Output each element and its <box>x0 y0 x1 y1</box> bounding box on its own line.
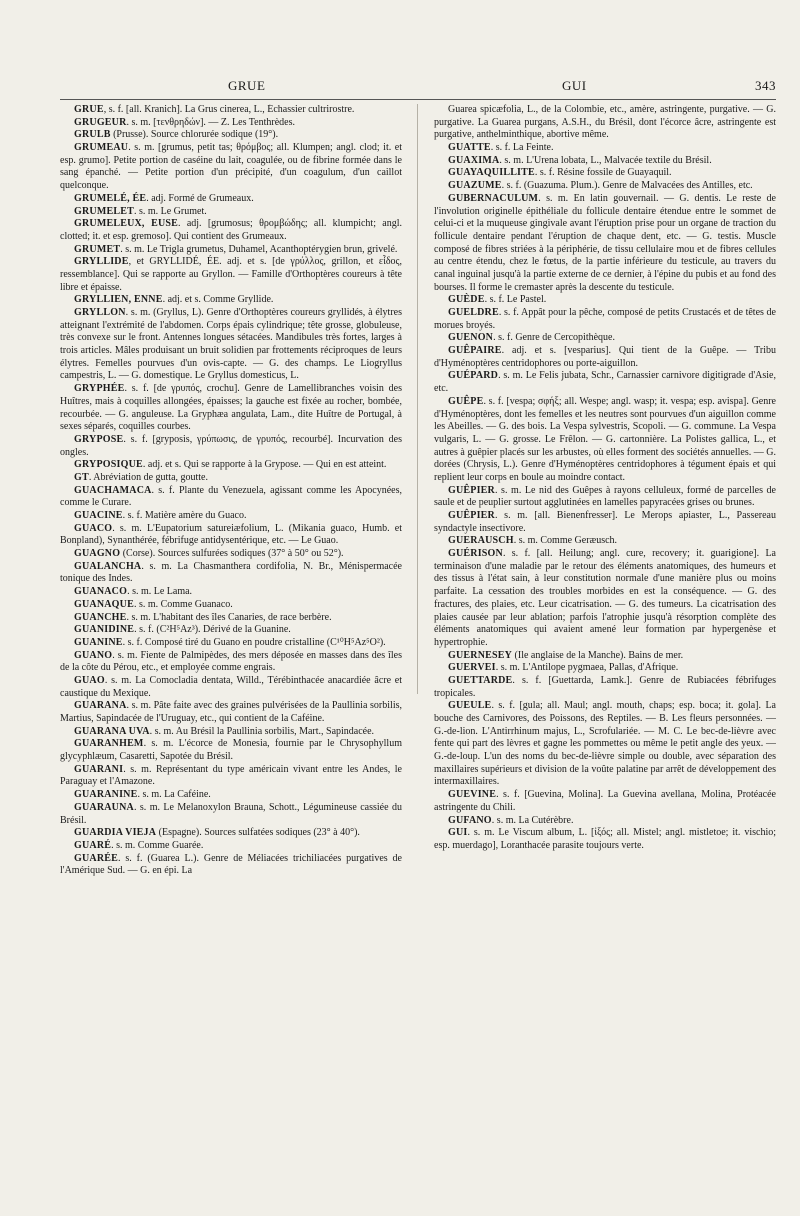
dictionary-entry <box>60 612 402 625</box>
entry-definition: . s. f. [vespa; σφήξ; all. Wespe; angl. wasp; it. vespa; esp. avispa]. Genre d'Hyménoptères, dont les femelles et les neutres sont pourvues d'un aiguillon comme les Abeilles. — G. des bois. La Vespa sylvestris, Scopoli. — G. commune. La Vespa vulgaris, L. — G. grosse. Le Frêlon. — G. cartonnière. La Polistes gallica, L., et autres à guêpier placés sur les arbustes, où elles forment des sociétés annuelles. — G. dorées (Chrysis, L.). Genre d'Hyménoptères centridophores à tégument épais et qui replient leur corps en boule au moindre contact. <box>434 395 776 483</box>
entry-headword: GUBERNACULUM <box>448 192 539 204</box>
dictionary-entry <box>60 459 402 472</box>
dictionary-entry <box>60 548 402 561</box>
dictionary-entry <box>434 345 776 370</box>
dictionary-entry <box>434 332 776 345</box>
entry-headword: GUAGNO <box>74 548 121 560</box>
header-rule <box>60 99 776 100</box>
entry-definition: . s. m. Le Trigla grumetus, Duhamel, Acanthoptérygien brun, grivelé. <box>120 243 398 255</box>
dictionary-entry <box>60 802 402 827</box>
entry-definition: . s. f. [gula; all. Maul; angl. mouth, chaps; esp. boca; it. gola]. La bouche des Carnivores, des Poissons, des Reptiles. — B. Les fleurs personnées. — G.-de-lion. L'Antirrhinum majus, L., Scrofulariée. — M. C. Le bec-de-lièvre avec fente qui part des lèvres et gagne les pommettes ou même le petit angle des yeux. — G.-de-loup. L'un des noms du bec-de-lièvre simple ou double, avec séparation des maxillaires supérieurs et division de la voûte palatine par arrêt de développement des intermaxillaires. <box>434 700 776 788</box>
entry-headword: GRUE <box>74 104 104 115</box>
entry-headword: GUERVEI <box>448 662 496 674</box>
entry-definition: . s. m. Fiente de Palmipèdes, des mers déposée en masses dans des îles de la côte du Pérou, etc., et employée comme engrais. <box>60 649 402 674</box>
page-number: 343 <box>755 78 776 93</box>
dictionary-entry <box>60 244 402 257</box>
entry-headword: GUANO <box>74 649 113 661</box>
dictionary-entry <box>434 548 776 650</box>
entry-definition: . s. m. La Cutérèbre. <box>491 814 574 826</box>
entry-headword: GUÊPAIRE <box>448 345 502 357</box>
entry-headword: GUALANCHA <box>74 560 142 572</box>
entry-definition: . s. m. La Chasmanthera cordifolia, N. Br., Ménispermacée tonique des Indes. <box>60 560 402 585</box>
entry-headword: GUATTE <box>448 142 491 154</box>
dictionary-entry <box>60 650 402 675</box>
entry-headword: GUACO <box>74 522 113 534</box>
entry-definition: . s. m. Le Lama. <box>127 586 193 598</box>
entry-headword: GUÉPARD <box>448 370 499 382</box>
entry-definition: . Abréviation de gutta, goutte. <box>88 471 208 483</box>
entry-headword: GRULB <box>74 129 111 141</box>
entry-headword: GUEULE <box>448 700 492 712</box>
entry-definition: . adj. et s. Comme Gryllide. <box>162 294 274 306</box>
entry-definition: . s. m. Représentant du type américain vivant entre les Andes, le Paraguay et l'Amazone. <box>60 763 402 788</box>
left-column <box>60 104 402 1184</box>
entry-definition: . s. f. Composé tiré du Guano en poudre cristalline (C¹⁰H⁵Az⁵O²). <box>122 636 386 648</box>
entry-definition: . s. m. L'écorce de Monesia, fournie par le Chrysophyllum glycyphlæum, Casaretti, Sapotée du Brésil. <box>60 738 402 763</box>
dictionary-entry <box>434 827 776 852</box>
entry-definition: . s. f. [de γρυπός, crochu]. Genre de Lamellibranches voisin des Huîtres, mais à coquilles allongées, épaisses; la gauche est fixée au rocher, bombée, recourbée. — G. anguleuse. La Gryphæa angulata, Lam., dite Huître de Portugal, à sexes séparés, coquilles courbes. <box>60 383 402 433</box>
dictionary-entry <box>60 700 402 725</box>
entry-definition: . s. m. L'habitant des îles Canaries, de race berbère. <box>126 611 332 623</box>
entry-definition: . s. f. (Guarea L.). Genre de Méliacées trichiliacées purgatives de l'Amérique Sud. — G. en épi. La <box>60 852 402 877</box>
entry-headword: GRYPOSE <box>74 433 124 445</box>
dictionary-entry <box>60 218 402 243</box>
entry-definition: . s. f. Résine fossile de Guayaquil. <box>534 167 672 179</box>
entry-definition: (Prusse). Source chlorurée sodique (19°). <box>110 129 279 141</box>
dictionary-entry <box>434 104 776 142</box>
entry-definition: . s. m. [τενθρηδών]. — Z. Les Tenthrèdes. <box>126 116 296 128</box>
entry-headword: GRYPOSIQUE <box>74 459 143 471</box>
dictionary-entry <box>60 840 402 853</box>
entry-headword: GUAO <box>74 674 105 686</box>
entry-definition: (Espagne). Sources sulfatées sodiques (23° à 40°). <box>156 827 360 839</box>
dictionary-entry <box>60 599 402 612</box>
entry-definition: . adj. [grumosus; θρομβώδης; all. klumpicht; angl. clotted; it. et esp. gremoso]. Qui contient des Grumeaux. <box>60 218 402 242</box>
dictionary-entry <box>60 637 402 650</box>
entry-definition: . s. f. La Feinte. <box>490 142 554 154</box>
column-divider <box>417 104 418 694</box>
entry-headword: GUANAQUE <box>74 598 134 610</box>
dictionary-entry <box>60 853 402 878</box>
entry-headword: GRYLLIEN, ENNE <box>74 294 163 306</box>
entry-headword: GUARANHEM <box>74 738 144 750</box>
entry-definition: . s. m. La Comocladia dentata, Willd., Térébinthacée anacardiée âcre et caustique du Mexique. <box>60 674 402 699</box>
entry-definition: . s. f. [Guevina, Molina]. La Guevina avellana, Molina, Protéacée astringente du Chili. <box>434 789 776 813</box>
entry-headword: GUÊPIER <box>448 510 495 521</box>
entry-headword: GUÈDE <box>448 294 485 306</box>
entry-definition: (Corse). Sources sulfurées sodiques (37° à 50° ou 52°). <box>120 548 344 560</box>
entry-definition: . s. f. [gryposis, γρύπωσις, de γρυπός, recourbé]. Incurvation des ongles. <box>60 433 402 458</box>
entry-headword: GUACINE <box>74 510 123 521</box>
dictionary-entry <box>434 167 776 180</box>
entry-definition: . adj. et s. [vesparius]. Qui tient de la Guêpe. — Tribu d'Hyménoptères centridophores ou porte-aiguillon. <box>434 345 776 369</box>
entry-definition: , et GRYLLIDÉ, ÉE. adj. et s. [de γρύλλος, grillon, et εἶδος, ressemblance]. Qui se rapporte au Gryllon. — Famille d'Orthoptères coureurs à tête libre et épaisse. <box>60 256 402 293</box>
entry-headword: GUARDIA VIEJA <box>74 827 157 839</box>
entry-definition: . s. f. Appât pour la pêche, composé de petits Crustacés et de têtes de morues broyés. <box>434 307 776 331</box>
dictionary-entry <box>60 472 402 485</box>
entry-headword: GUERNESEY <box>448 649 513 661</box>
dictionary-entry <box>60 624 402 637</box>
entry-headword: GUÉRISON <box>448 548 503 560</box>
entry-definition: . adj. et s. Qui se rapporte à la Grypose. — Qui en est atteint. <box>142 459 387 471</box>
entry-definition: . s. m. Le Viscum album, L. [ἰξός; all. Mistel; angl. mistletoe; it. vischio; esp. muerdago], Loranthacée parasite toujours verte. <box>434 827 776 851</box>
running-head-right: GUI <box>562 78 587 93</box>
dictionary-entry <box>60 434 402 459</box>
dictionary-entry <box>434 155 776 168</box>
dictionary-entry <box>60 827 402 840</box>
entry-headword: GRYLLON <box>74 307 126 318</box>
entry-definition: . s. f. Genre de Cercopithèque. <box>493 332 615 344</box>
entry-definition: . s. m. Comme Guanaco. <box>133 598 233 610</box>
dictionary-entry <box>434 307 776 332</box>
entry-definition: . s. f. [Guettarda, Lamk.]. Genre de Rubiacées fébrifuges tropicales. <box>434 674 776 699</box>
dictionary-entry <box>60 764 402 789</box>
dictionary-entry <box>60 307 402 383</box>
dictionary-entry <box>434 535 776 548</box>
running-head-left: GRUE <box>228 78 266 93</box>
entry-headword: GUAZUME <box>448 180 502 192</box>
dictionary-entry <box>60 129 402 142</box>
dictionary-entry <box>60 485 402 510</box>
entry-headword: GRYLLIDE <box>74 256 129 268</box>
entry-definition: . s. m. Pâte faite avec des graines pulvérisées de la Paullinia sorbilis, Martius, Sapindacée de l'Uruguay, etc., qui contient de la Caféine. <box>60 700 402 724</box>
entry-headword: GUÊPE <box>448 395 484 407</box>
entry-headword: GUARANA <box>74 700 127 712</box>
entry-headword: GUETTARDE <box>448 674 513 686</box>
dictionary-entry <box>434 662 776 675</box>
entry-definition: . s. m. [grumus, petit tas; θρόμβος; all. Klumpen; angl. clod; it. et esp. grumo]. Petite portion de caséine du lait, coagulée, ou de fibrine formée dans le sang épanché. — Petite portion d'un précipité, d'un coagulum, d'un caillot quelconque. <box>60 142 402 192</box>
entry-headword: GUI <box>448 827 468 839</box>
dictionary-entry <box>434 815 776 828</box>
entry-headword: GUANINE <box>74 636 123 648</box>
entry-definition: . adj. Formé de Grumeaux. <box>146 192 254 204</box>
entry-definition: . s. m. L'Antilope pygmaea, Pallas, d'Afrique. <box>495 662 679 674</box>
entry-definition: . s. f. [all. Heilung; angl. cure, recovery; it. guarigione]. La terminaison d'une maladie par le retour des éléments anatomiques, des humeurs et des tissus à l'état sain, à leur constitution normale d'une manière plus ou moins parfaite. La cessation des troubles morbides en est la conséquence. — G. des fractures, des plaies, etc. Leur cicatrisation. — G. des tumeurs. La cicatrisation des plaies causée par leur ablation; parfois l'atrophie jusqu'à résorption complète des éléments anatomiques qui avaient amené leur formation par hypergenèse et hypertrophie. <box>434 548 776 648</box>
dictionary-entry <box>60 256 402 294</box>
entry-headword: GUARÉE <box>74 852 118 864</box>
entry-definition: . s. m. La Caféine. <box>137 789 211 801</box>
dictionary-entry <box>60 383 402 434</box>
dictionary-entry <box>434 700 776 789</box>
entry-definition: . s. m. Au Brésil la Paullinia sorbilis, Mart., Sapindacée. <box>149 725 375 737</box>
right-column <box>434 104 776 1184</box>
entry-definition: . s. m. En latin gouvernail. — G. dentis. Le reste de l'involution originelle épithéliale du follicule dentaire étendue entre le sommet de celui-ci et la muqueuse gingivale avant l'éruption prise pour un organe de traction du follicule dentaire pendant l'éruption de chaque dent, etc. — G. testis. Muscle composé de fibres striées à la périphérie, de tissu cellulaire mou et de fibres cellules au centre étendu, chez le fœtus, de la partie inférieure du testicule, au travers du canal inguinal jusqu'à la partie externe de ce dernier, à l'épine du pubis et au fond des bourses. Il forme le cremaster après la descente du testicule. <box>434 192 776 293</box>
entry-headword: GUARANA UVA <box>74 725 150 737</box>
entry-headword: GRYPHÉE <box>74 383 125 395</box>
entry-definition: . s. f. Plante du Venezuela, agissant comme les Apocynées, comme le Curare. <box>60 484 402 509</box>
entry-headword: GUERAUSCH <box>448 535 514 547</box>
dictionary-entry <box>60 738 402 763</box>
entry-definition: . s. m. L'Urena lobata, L., Malvacée textile du Brésil. <box>499 154 712 166</box>
entry-headword: GUAXIMA <box>448 154 500 166</box>
dictionary-entry <box>60 104 402 117</box>
dictionary-entry <box>434 294 776 307</box>
entry-headword: GUANIDINE <box>74 624 135 636</box>
entry-definition: . s. m. L'Eupatorium satureiæfolium, L. (Mikania guaco, Humb. et Bonpland), Synanthérée, fébrifuge antidysentérique, etc. — Le Guao. <box>60 522 402 547</box>
entry-headword: GRUMEAU <box>74 142 129 154</box>
entry-definition: , s. f. [all. Kranich]. La Grus cinerea, L., Échassier cultrirostre. <box>103 104 355 115</box>
entry-headword: GUANACO <box>74 586 128 598</box>
entry-headword: GUAYAQUILLITE <box>448 167 535 179</box>
dictionary-entry <box>434 510 776 535</box>
dictionary-entry <box>60 294 402 307</box>
entry-headword: GUARÉ <box>74 839 112 851</box>
entry-definition: . s. f. Matière amère du Guaco. <box>122 510 247 521</box>
dictionary-entry <box>60 675 402 700</box>
entry-headword: GUÊPIER <box>448 484 495 496</box>
dictionary-entry <box>60 510 402 523</box>
entry-definition: Guarea spicæfolia, L., de la Colombie, etc., amère, astringente, purgative. — G. purgative. La Guarea purgans, A.S.H., du Brésil, dont l'écorce âcre, astringente est purgative, anthelminthique, abortive même. <box>434 104 776 141</box>
dictionary-entry <box>434 650 776 663</box>
dictionary-entry <box>60 789 402 802</box>
entry-definition: . s. m. Comme Geræusch. <box>513 535 618 547</box>
entry-definition: . s. m. Le nid des Guêpes à rayons celluleux, formé de parcelles de saule et de peuplier surtout agglutinées en lamelles papyracées grises ou brunes. <box>434 484 776 509</box>
entry-definition: (Ile anglaise de la Manche). Bains de mer. <box>512 649 684 661</box>
entry-headword: GUFANO <box>448 814 492 826</box>
entry-headword: GRUGEUR <box>74 116 127 128</box>
entry-headword: GUELDRE <box>448 307 499 318</box>
dictionary-entry <box>434 396 776 485</box>
entry-definition: . s. m. (Gryllus, L). Genre d'Orthoptères coureurs gryllidés, à élytres atteignant l'extrémité de l'abdomen. Corps épais cylindrique; tête grosse, globuleuse, très convexe sur le front. Antennes longues sétacées. Mandibules très fortes, larges à trois articles. Mâles produisant un bruit solidien par frottements réciproques de leurs élytres. Femelles pourvues d'un ovis-capte. — G. des champs. Le Liogryllus campestris, L. — G. domestique. Le Gryllus domesticus, L. <box>60 307 402 382</box>
entry-headword: GUARAUNA <box>74 801 134 813</box>
entry-definition: . s. m. Le Felis jubata, Schr., Carnassier carnivore digitigrade d'Asie, etc. <box>434 370 776 395</box>
entry-headword: GRUMELEUX, EUSE <box>74 218 179 230</box>
dictionary-entry <box>60 193 402 206</box>
dictionary-entry <box>434 789 776 814</box>
dictionary-entry <box>60 117 402 130</box>
dictionary-entry <box>60 726 402 739</box>
entry-definition: . s. f. (C²H⁵Az³). Dérivé de la Guanine. <box>134 624 291 636</box>
entry-definition: . s. m. [all. Bienenfresser]. Le Merops apiaster, L., Passereau syndactyle insectivore. <box>434 510 776 534</box>
entry-definition: . s. m. Le Grumet. <box>133 205 207 217</box>
entry-headword: GUENON <box>448 332 494 344</box>
dictionary-entry <box>60 561 402 586</box>
entry-headword: GRUMELET <box>74 205 134 217</box>
entry-definition: . s. f. (Guazuma. Plum.). Genre de Malvacées des Antilles, etc. <box>501 180 753 192</box>
dictionary-entry <box>60 523 402 548</box>
entry-headword: GRUMELÉ, ÉE <box>74 192 147 204</box>
entry-definition: . s. f. Le Pastel. <box>484 294 547 306</box>
dictionary-entry <box>434 142 776 155</box>
entry-headword: GUANCHE <box>74 611 127 623</box>
entry-definition: . s. m. Le Melanoxylon Brauna, Schott., Légumineuse cassiée du Brésil. <box>60 801 402 826</box>
dictionary-entry <box>60 206 402 219</box>
entry-headword: GUEVINE <box>448 789 497 801</box>
dictionary-entry <box>434 675 776 700</box>
entry-headword: GUARANINE <box>74 789 138 801</box>
dictionary-entry <box>60 142 402 193</box>
entry-headword: GUARANI <box>74 763 124 775</box>
dictionary-entry <box>434 370 776 395</box>
dictionary-entry <box>434 485 776 510</box>
entry-headword: GUACHAMACA <box>74 484 152 496</box>
entry-headword: GT <box>74 471 89 483</box>
entry-definition: . s. m. Comme Guarée. <box>111 839 204 851</box>
dictionary-entry <box>434 193 776 295</box>
entry-headword: GRUMET <box>74 243 121 255</box>
dictionary-entry <box>60 586 402 599</box>
page-header <box>60 78 776 98</box>
dictionary-entry <box>434 180 776 193</box>
